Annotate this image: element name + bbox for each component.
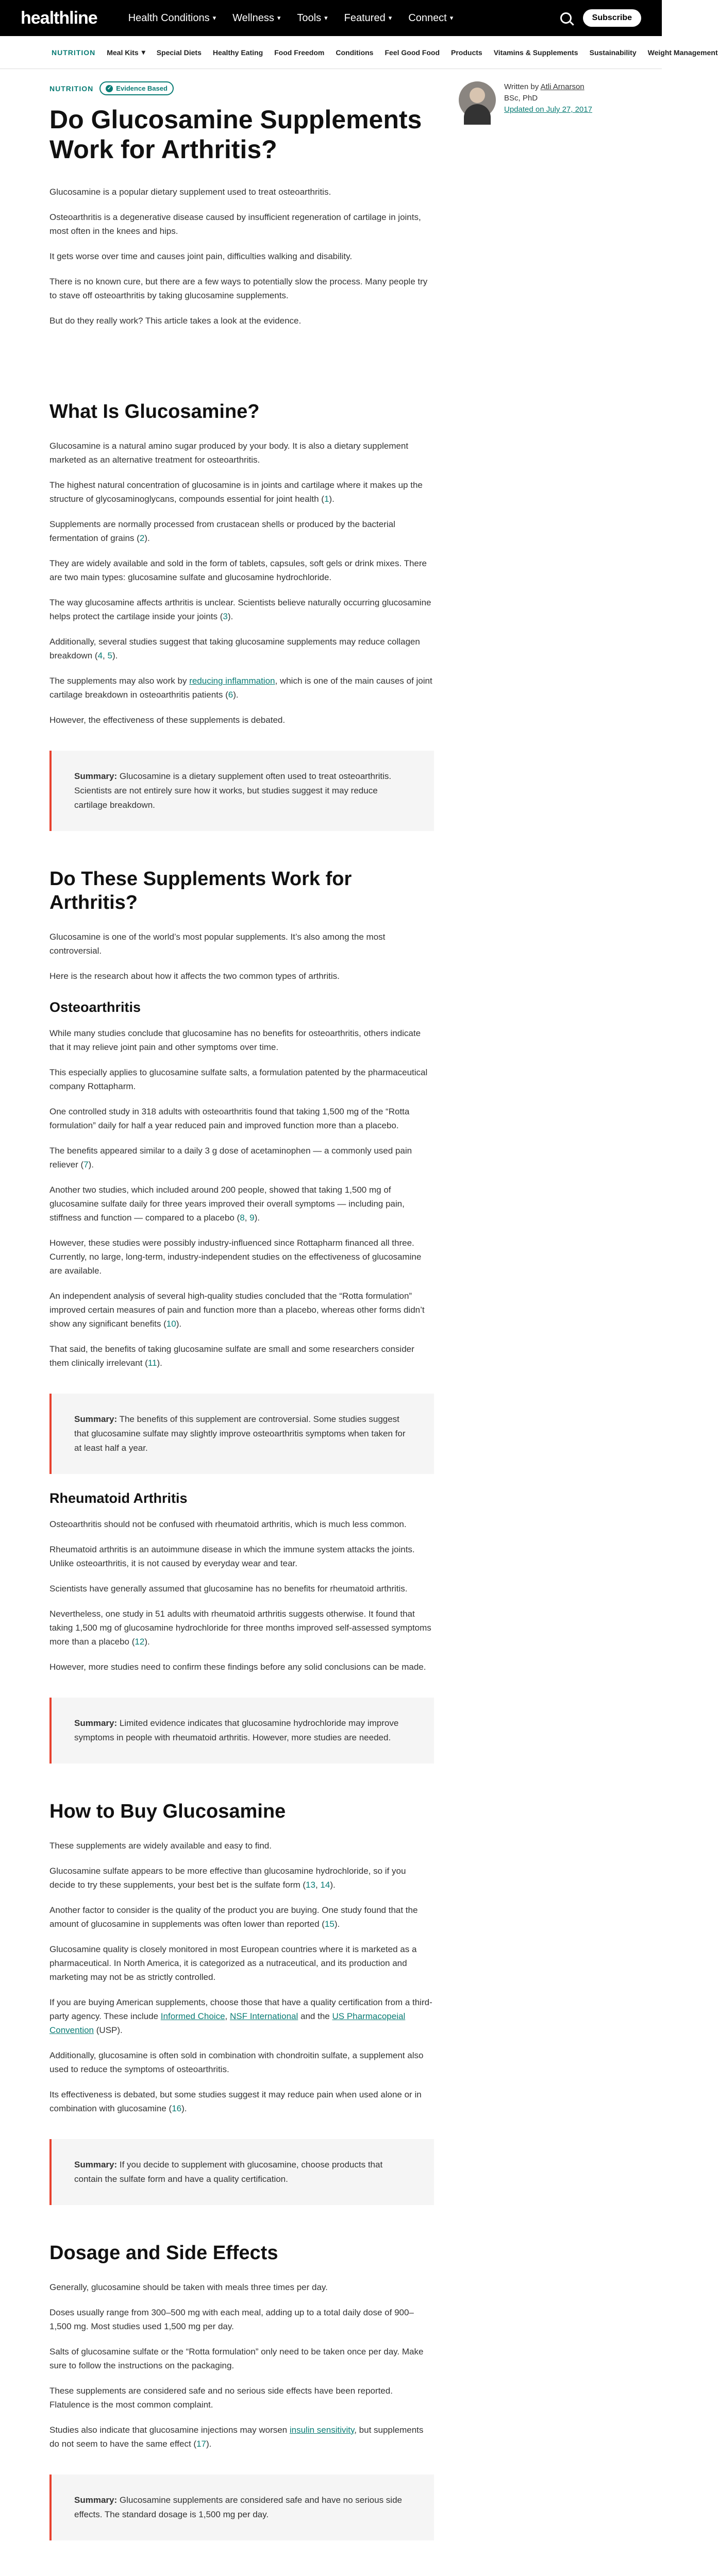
paragraph: The highest natural concentration of glucosamine is in joints and cartilage where it makes up the structure of glycosaminoglycans, compounds essential for joint health (1).	[49, 480, 423, 504]
paragraph-text: , which is one of the main causes of joint cartilage breakdown in osteoarthritis patients	[49, 676, 432, 700]
paragraph-text: Glucosamine is a natural amino sugar produced by your body. It is also a dietary supplement marketed as an alternative treatment for osteoarthritis.	[49, 441, 409, 465]
paragraph-text: and the	[300, 2011, 330, 2021]
paragraph: These supplements are considered safe and no serious side effects have been reported. Flatulence is the most common complaint.	[49, 2386, 393, 2410]
summary-text	[74, 1412, 411, 1455]
paragraph-text: Additionally, several studies suggest that taking glucosamine supplements may reduce collagen breakdown	[49, 637, 420, 660]
paragraph-text: , but supplements do not seem to have the same effect	[49, 2425, 424, 2449]
paragraph: Its effectiveness is debated, but some studies suggest it may reduce pain when used alone or in combination with glucosamine (16).	[49, 2090, 422, 2113]
paragraph-text: That said, the benefits of taking glucosamine sulfate are small and some researchers consider them clinically irrelevant	[49, 1344, 414, 1368]
paragraph: Additionally, several studies suggest that taking glucosamine supplements may reduce collagen breakdown (4, 5).	[49, 637, 420, 660]
subnav-item[interactable]: Food Freedom	[274, 48, 325, 57]
nav-label: Tools	[297, 12, 322, 24]
section-heading: How to Buy Glucosamine	[49, 1801, 286, 1822]
paragraph: The way glucosamine affects arthritis is unclear. Scientists believe naturally occurring glucosamine helps protect the cartilage inside your joints (3).	[49, 598, 431, 621]
check-icon: ✓	[106, 85, 113, 92]
citation-link[interactable]: 3	[223, 612, 228, 621]
paragraph: The benefits appeared similar to a daily 3 g dose of acetaminophen — a commonly used pain reliever (7).	[49, 1146, 412, 1170]
summary-body: Glucosamine is a dietary supplement often used to treat osteoarthritis. Scientists are not entirely sure how it works, but studies suggest it may reduce cartilage breakdown.	[74, 771, 392, 810]
citation-link[interactable]: 11	[147, 1358, 157, 1368]
subnav-item[interactable]	[107, 48, 145, 57]
summary-body: If you decide to supplement with glucosamine, choose products that contain the sulfate form and have a quality certification.	[74, 2160, 383, 2184]
citation-link[interactable]: 7	[84, 1160, 89, 1170]
paragraph-text: An independent analysis of several high-quality studies concluded that the “Rotta formulation” improved certain measures of pain and function more than a placebo, whereas other forms didn’t show any significant benefits	[49, 1291, 425, 1329]
summary-box	[49, 751, 434, 831]
paragraph: Generally, glucosamine should be taken with meals three times per day.	[49, 2282, 328, 2292]
paragraph: Salts of glucosamine sulfate or the “Rotta formulation” only need to be taken once per day. Make sure to follow the instructions on the packaging.	[49, 2347, 424, 2370]
paragraph-text: However, the effectiveness of these supplements is debated.	[49, 715, 286, 725]
summary-box	[49, 2139, 434, 2205]
paragraph: Glucosamine quality is closely monitored in most European countries where it is marketed as a pharmaceutical. In North America, it is categorized as a nutraceutical, and its production and marketing may not be as strictly controlled.	[49, 1944, 417, 1982]
byline-text	[504, 81, 592, 118]
subnav-item[interactable]: Sustainability	[589, 48, 637, 57]
paragraph: Another two studies, which included around 200 people, showed that taking 1,500 mg of glucosamine sulfate daily for three years improved their overall symptoms — including pain, stiffness and function — compared to a placebo (8, 9).	[49, 1185, 405, 1223]
paragraph: However, these studies were possibly industry-influenced since Rottapharm financed all three. Currently, no large, long-term, industry-independent studies on the effectiveness of glucosamine are available.	[49, 1238, 422, 1276]
header-actions	[560, 9, 641, 27]
paragraph-text: The highest natural concentration of glucosamine is in joints and cartilage where it makes up the structure of glycosaminoglycans, compounds essential for joint health	[49, 480, 423, 504]
summary-body: The benefits of this supplement are controversial. Some studies suggest that glucosamine sulfate may slightly improve osteoarthritis symptoms when taken for at least half a year.	[74, 1414, 406, 1453]
summary-text	[74, 769, 411, 812]
citation-link[interactable]: 9	[249, 1213, 255, 1223]
citation-link[interactable]: 8	[240, 1213, 245, 1223]
paragraph-text: Glucosamine sulfate appears to be more effective than glucosamine hydrochloride, so if you decide to try these supplements, your best bet is the sulfate form	[49, 1866, 406, 1890]
summary-box	[49, 2475, 434, 2540]
summary-label: Summary:	[74, 771, 118, 781]
author-link[interactable]: Atli Arnarson	[540, 82, 585, 91]
section-heading: What Is Glucosamine?	[49, 401, 260, 422]
paragraph	[49, 556, 434, 584]
chevron-down-icon: ▾	[388, 14, 392, 22]
intro-paragraph: Glucosamine is a popular dietary supplement used to treat osteoarthritis.	[49, 187, 331, 197]
paragraph: Doses usually range from 300–500 mg with each meal, adding up to a total daily dose of 900–1,500 mg. Most studies used 1,500 mg per day.	[49, 2308, 414, 2331]
author-byline	[459, 81, 624, 118]
intro-paragraph: It gets worse over time and causes joint pain, difficulties walking and disability.	[49, 251, 353, 261]
paragraph-text: The supplements may also work by	[49, 676, 187, 686]
paragraph: Another factor to consider is the quality of the product you are buying. One study found that the amount of glucosamine in supplements was often lower than reported (15).	[49, 1905, 418, 1929]
nsf-international-link[interactable]: NSF International	[229, 2011, 298, 2021]
subscribe-button[interactable]: Subscribe	[583, 9, 641, 27]
chevron-down-icon: ▾	[324, 14, 328, 22]
intro-paragraph: Osteoarthritis is a degenerative disease caused by insufficient regeneration of cartilage in joints, most often in the knees and hips.	[49, 212, 421, 236]
author-credentials: BSc, PhD	[504, 94, 538, 103]
summary-body: Limited evidence indicates that glucosamine hydrochloride may improve symptoms in people with rheumatoid arthritis. However, more studies are needed.	[74, 1718, 399, 1742]
subnav-item[interactable]: Feel Good Food	[385, 48, 440, 57]
nav-health-conditions[interactable]	[128, 12, 216, 24]
citation-link[interactable]: 10	[166, 1319, 176, 1329]
category-tag[interactable]: NUTRITION	[49, 84, 94, 93]
summary-box	[49, 1698, 434, 1764]
citation-link[interactable]: 13	[306, 1880, 315, 1890]
chevron-down-icon: ▾	[449, 14, 454, 22]
nav-label: Health Conditions	[128, 12, 210, 24]
evidence-based-badge[interactable]	[99, 81, 174, 95]
paragraph: While many studies conclude that glucosamine has no benefits for osteoarthritis, others indicate that it may relieve joint pain and other symptoms over time.	[49, 1028, 421, 1052]
summary-label: Summary:	[74, 2495, 118, 2505]
paragraph: Glucosamine is one of the world’s most popular supplements. It’s also among the most controversial.	[49, 932, 386, 956]
summary-label: Summary:	[74, 1414, 118, 1424]
paragraph: That said, the benefits of taking glucosamine sulfate are small and some researchers consider them clinically irrelevant (11).	[49, 1344, 414, 1368]
paragraph: Supplements are normally processed from crustacean shells or produced by the bacterial fermentation of grains (2).	[49, 519, 395, 543]
summary-body: Glucosamine supplements are considered safe and have no serious side effects. The standard dosage is 1,500 mg per day.	[74, 2495, 402, 2519]
intro-paragraph: There is no known cure, but there are a few ways to potentially slow the process. Many people try to stave off osteoarthritis by taking glucosamine supplements.	[49, 277, 428, 300]
paragraph: Glucosamine sulfate appears to be more effective than glucosamine hydrochloride, so if you decide to try these supplements, your best bet is the sulfate form (13, 14).	[49, 1866, 406, 1890]
paragraph: This especially applies to glucosamine sulfate salts, a formulation patented by the pharmaceutical company Rottapharm.	[49, 1067, 428, 1091]
paragraph	[49, 713, 434, 727]
citation-link[interactable]: 15	[324, 1919, 335, 1929]
subnav-item[interactable]: Weight Management	[647, 48, 718, 57]
informed-choice-link[interactable]: Informed Choice	[160, 2011, 225, 2021]
paragraph: However, more studies need to confirm these findings before any solid conclusions can be made.	[49, 1662, 426, 1672]
article-title: Do Glucosamine Supplements Work for Arthritis?	[49, 105, 422, 164]
citation-link[interactable]: 2	[139, 533, 145, 543]
written-by-label: Written by	[504, 82, 539, 91]
citation-link[interactable]: 12	[135, 1637, 145, 1647]
chevron-down-icon: ▾	[141, 48, 145, 56]
main-nav	[128, 12, 454, 24]
subsection-heading: Osteoarthritis	[49, 999, 141, 1015]
search-icon[interactable]	[560, 12, 572, 24]
paragraph-text: If you are buying American supplements, choose those that have a quality certification from a third-party agency. These include	[49, 1997, 432, 2021]
nav-label: Featured	[344, 12, 386, 24]
paragraph-text: The benefits appeared similar to a daily 3 g dose of acetaminophen — a commonly used pain reliever	[49, 1146, 412, 1170]
subnav-item[interactable]: Healthy Eating	[212, 48, 263, 57]
article-body	[49, 81, 434, 2576]
paragraph: Here is the research about how it affects the two common types of arthritis.	[49, 971, 340, 981]
section-subnav	[0, 36, 718, 69]
chevron-down-icon: ▾	[212, 14, 216, 22]
paragraph-text: Another factor to consider is the quality of the product you are buying. One study found that the amount of glucosamine in supplements was often lower than reported	[49, 1905, 418, 1929]
insulin-sensitivity-link[interactable]: insulin sensitivity	[289, 2425, 355, 2435]
paragraph-text: One controlled study in 318 adults with osteoarthritis found that taking 1,500 mg of the “Rotta formulation” daily for half a year reduced pain and improved function more than a placebo.	[49, 1107, 410, 1130]
subnav-current-section[interactable]: NUTRITION	[52, 48, 96, 57]
subnav-item[interactable]: Products	[451, 48, 482, 57]
subnav-item[interactable]: Special Diets	[156, 48, 202, 57]
nav-wellness[interactable]	[232, 12, 280, 24]
healthline-logo[interactable]: healthline	[21, 8, 97, 28]
citation-link[interactable]: 16	[172, 2104, 182, 2113]
intro-paragraph: But do they really work? This article takes a look at the evidence.	[49, 316, 302, 326]
citation-link[interactable]: 6	[228, 690, 233, 700]
paragraph-text: They are widely available and sold in the form of tablets, capsules, soft gels or drink mixes. There are two main types: glucosamine sulfate and glucosamine hydrochloride.	[49, 558, 427, 582]
subnav-label: Meal Kits	[107, 48, 139, 57]
top-navigation-bar	[0, 0, 662, 36]
summary-text	[74, 1716, 411, 1745]
section-heading: Do These Supplements Work for Arthritis?	[49, 868, 352, 913]
updated-date-link[interactable]: Updated on July 27, 2017	[504, 105, 592, 114]
paragraph: These supplements are widely available and easy to find.	[49, 1841, 272, 1851]
usp-link[interactable]: US Pharmacopeial Convention	[49, 2011, 406, 2035]
paragraph-text: Nevertheless, one study in 51 adults with rheumatoid arthritis suggests otherwise. It found that taking 1,500 mg of glucosamine hydrochloride for three months improved self-assessed symptoms more than a placebo	[49, 1609, 431, 1647]
paragraph-text: Another two studies, which included around 200 people, showed that taking 1,500 mg of glucosamine sulfate daily for three years improved their overall symptoms — including pain, stiffness and function — compared to a placebo	[49, 1185, 405, 1223]
paragraph: Rheumatoid arthritis is an autoimmune disease in which the immune system attacks the joints. Unlike osteoarthritis, it is not caused by everyday wear and tear.	[49, 1545, 415, 1568]
article-tags	[49, 81, 434, 95]
citation-link[interactable]: 4	[97, 651, 103, 660]
nav-featured[interactable]	[344, 12, 392, 24]
chevron-down-icon: ▾	[277, 14, 281, 22]
paragraph: An independent analysis of several high-quality studies concluded that the “Rotta formulation” improved certain measures of pain and function more than a placebo, whereas other forms didn’t show any significant benefits (10).	[49, 1291, 425, 1329]
summary-text	[74, 2158, 411, 2187]
reducing-inflammation-link[interactable]: reducing inflammation	[189, 676, 275, 686]
summary-box	[49, 1394, 434, 1474]
paragraph: Studies also indicate that glucosamine injections may worsen insulin sensitivity, but supplements do not seem to have the same effect (17).	[49, 2425, 424, 2449]
citation-link[interactable]: 17	[196, 2439, 207, 2449]
paragraph: Nevertheless, one study in 51 adults with rheumatoid arthritis suggests otherwise. It found that taking 1,500 mg of glucosamine hydrochloride for three months improved self-assessed symptoms more than a placebo (12).	[49, 1609, 431, 1647]
paragraph-text: Its effectiveness is debated, but some studies suggest it may reduce pain when used alone or in combination with glucosamine	[49, 2090, 422, 2113]
paragraph-text: The way glucosamine affects arthritis is unclear. Scientists believe naturally occurring glucosamine helps protect the cartilage inside your joints	[49, 598, 431, 621]
nav-tools[interactable]	[297, 12, 327, 24]
paragraph: Osteoarthritis should not be confused with rheumatoid arthritis, which is much less common.	[49, 1519, 407, 1529]
summary-text	[74, 2493, 411, 2522]
nav-label: Connect	[408, 12, 447, 24]
paragraph: If you are buying American supplements, choose those that have a quality certification from a third-party agency. These include Informed Choice, NSF International and the US Pharmacopeial Convention (USP).	[49, 1997, 432, 2035]
subnav-item[interactable]: Vitamins & Supplements	[493, 48, 578, 57]
summary-label: Summary:	[74, 1718, 118, 1728]
subsection-heading: Rheumatoid Arthritis	[49, 1490, 188, 1506]
paragraph: Additionally, glucosamine is often sold in combination with chondroitin sulfate, a supplement also used to reduce the symptoms of osteoarthritis.	[49, 2050, 424, 2074]
paragraph-text: (USP).	[96, 2025, 123, 2035]
paragraph: The supplements may also work by reducing inflammation, which is one of the main causes of joint cartilage breakdown in osteoarthritis patients (6).	[49, 676, 432, 700]
author-avatar	[459, 81, 496, 118]
summary-label: Summary:	[74, 2160, 118, 2170]
paragraph-text: Supplements are normally processed from crustacean shells or produced by the bacterial fermentation of grains	[49, 519, 395, 543]
badge-label: Evidence Based	[116, 84, 168, 92]
paragraph-text: Studies also indicate that glucosamine injections may worsen	[49, 2425, 288, 2435]
citation-link[interactable]: 1	[324, 494, 329, 504]
nav-connect[interactable]	[408, 12, 453, 24]
paragraph	[49, 439, 434, 467]
paragraph: Scientists have generally assumed that glucosamine has no benefits for rheumatoid arthritis.	[49, 1584, 408, 1594]
nav-label: Wellness	[232, 12, 274, 24]
citation-link[interactable]: 14	[320, 1880, 330, 1890]
paragraph	[49, 1105, 434, 1132]
subnav-item[interactable]: Conditions	[336, 48, 374, 57]
section-heading: Dosage and Side Effects	[49, 2242, 278, 2264]
citation-link[interactable]: 5	[107, 651, 112, 660]
